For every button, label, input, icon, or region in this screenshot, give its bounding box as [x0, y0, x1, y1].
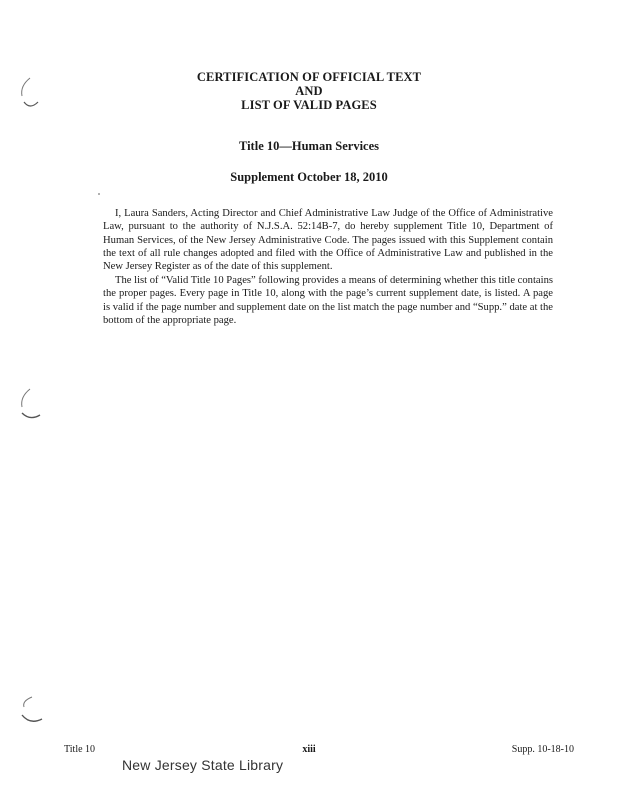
footer-supplement: Supp. 10-18-10 [511, 744, 574, 755]
valid-pages-paragraph: The list of “Valid Title 10 Pages” following provides a means of determining whether this title contains the proper pages. Every page in Title 10, along with the page’s current supplement date, is listed. A page is valid if the page number and supplement date on the list match the page number and “Supp.” date at the bottom of the appropriate page. [103, 275, 553, 326]
heading-line-1: CERTIFICATION OF OFFICIAL TEXT [196, 70, 422, 84]
document-title: Title 10—Human Services [238, 139, 380, 153]
footer-title: Title 10 [64, 744, 96, 755]
punch-hole-mark [16, 693, 44, 729]
heading-line-3: LIST OF VALID PAGES [241, 98, 377, 112]
supplement-date: Supplement October 18, 2010 [230, 170, 388, 184]
heading-line-2: AND [295, 84, 323, 98]
certification-paragraph: I, Laura Sanders, Acting Director and Chief Administrative Law Judge of the Office of Administrative Law, pursuant to the authority of N.J.S.A. 52:14B-7, do hereby supplement Title 10, Department of Human Services, of the New Jersey Administrative Code. The pages issued with this Supplement contain the text of all rule changes adopted and filed with the Office of Administrative Law and published in the New Jersey Register as of the date of this supplement. [103, 208, 553, 273]
page-number: xiii [302, 744, 316, 755]
library-stamp: New Jersey State Library [122, 757, 284, 773]
punch-hole-mark [16, 387, 44, 423]
scan-speck [98, 193, 100, 195]
